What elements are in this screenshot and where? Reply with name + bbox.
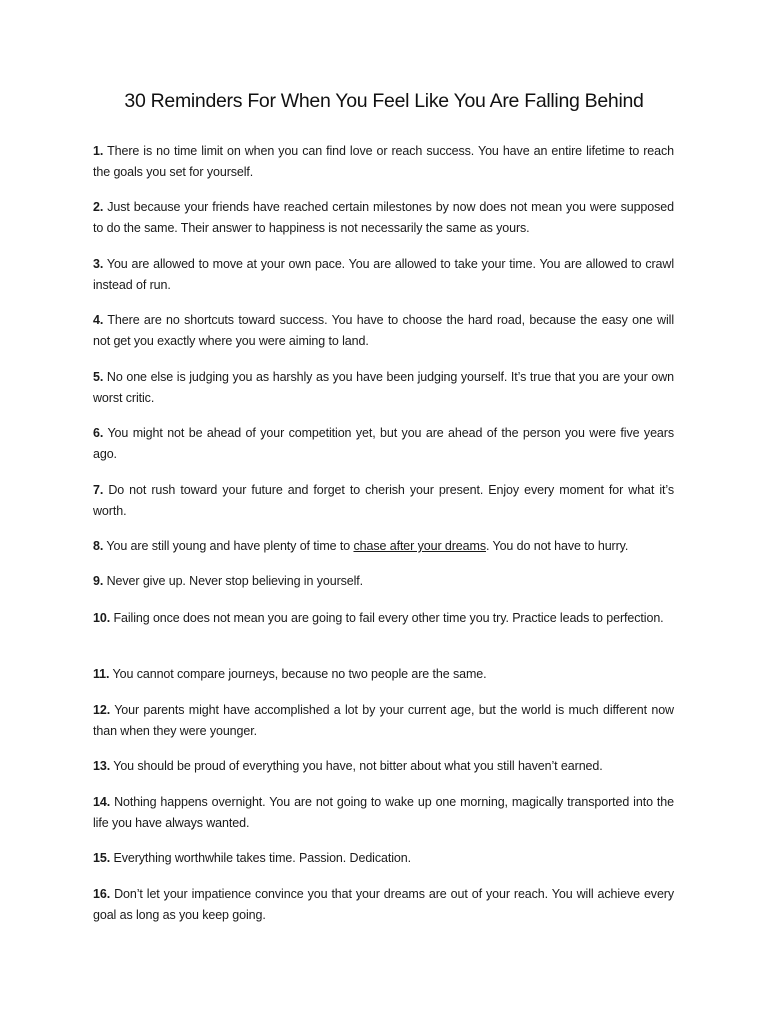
item-number: 2. (93, 200, 104, 214)
item-text: You might not be ahead of your competition yet, but you are ahead of the person you were five years ago. (93, 426, 674, 461)
item-text: You should be proud of everything you have, not bitter about what you still haven’t earned. (113, 759, 603, 773)
list-item (93, 367, 674, 409)
item-text: Do not rush toward your future and forget to cherish your present. Enjoy every moment for what it’s worth. (93, 483, 675, 518)
document-title: 30 Reminders For When You Feel Like You Are Falling Behind (124, 90, 644, 112)
list-item (93, 571, 674, 592)
item-number: 4. (93, 313, 104, 327)
list-item (93, 197, 674, 239)
list-item (93, 141, 674, 183)
item-text: Don’t let your impatience convince you that your dreams are out of your reach. You will achieve every goal as long as you keep going. (93, 887, 675, 922)
list-item (93, 792, 674, 834)
item-text-before: You are still young and have plenty of time to (106, 539, 354, 553)
item-text: You are allowed to move at your own pace. You are allowed to take your time. You are allowed to crawl instead of run. (93, 257, 674, 292)
item-text: Never give up. Never stop believing in yourself. (106, 574, 364, 588)
item-text: Everything worthwhile takes time. Passion. Dedication. (113, 851, 411, 865)
item-number: 1. (93, 144, 104, 158)
list-item (93, 423, 674, 465)
chase-dreams-link[interactable]: chase after your dreams (353, 539, 486, 553)
item-text: There are no shortcuts toward success. You have to choose the hard road, because the easy one will not get you exactly where you were aiming to land. (93, 313, 674, 348)
item-number: 9. (93, 574, 104, 588)
item-text: Nothing happens overnight. You are not going to wake up one morning, magically transported into the life you have always wanted. (93, 795, 674, 830)
item-number: 13. (93, 759, 111, 773)
list-item (93, 700, 674, 742)
item-number: 11. (93, 667, 110, 681)
list-item (93, 254, 674, 296)
list-item (93, 536, 674, 557)
item-number: 3. (93, 257, 104, 271)
item-text: Failing once does not mean you are going to fail every other time you try. Practice leads to perfection. (113, 611, 664, 625)
list-item (93, 884, 674, 926)
item-number: 10. (93, 611, 111, 625)
item-text: No one else is judging you as harshly as you have been judging yourself. It’s true that you are your own worst critic. (93, 370, 674, 405)
list-item (93, 664, 674, 685)
list-item (93, 480, 674, 522)
item-number: 15. (93, 851, 111, 865)
item-number: 6. (93, 426, 104, 440)
list-item (93, 848, 674, 869)
item-number: 12. (93, 703, 111, 717)
item-number: 14. (93, 795, 111, 809)
item-text: Your parents might have accomplished a lot by your current age, but the world is much different now than when they were younger. (93, 703, 674, 738)
item-text: You cannot compare journeys, because no two people are the same. (112, 667, 487, 681)
item-number: 5. (93, 370, 104, 384)
list-item (93, 608, 674, 629)
item-number: 16. (93, 887, 111, 901)
item-number: 8. (93, 539, 104, 553)
item-text: There is no time limit on when you can find love or reach success. You have an entire lifetime to reach the goals you set for yourself. (93, 144, 674, 179)
item-text-after: . You do not have to hurry. (485, 539, 629, 553)
list-item (93, 310, 674, 352)
item-number: 7. (93, 483, 104, 497)
item-text: Just because your friends have reached certain milestones by now does not mean you were supposed to do the same. Their answer to happiness is not necessarily the same as yours. (93, 200, 674, 235)
list-item (93, 756, 674, 777)
